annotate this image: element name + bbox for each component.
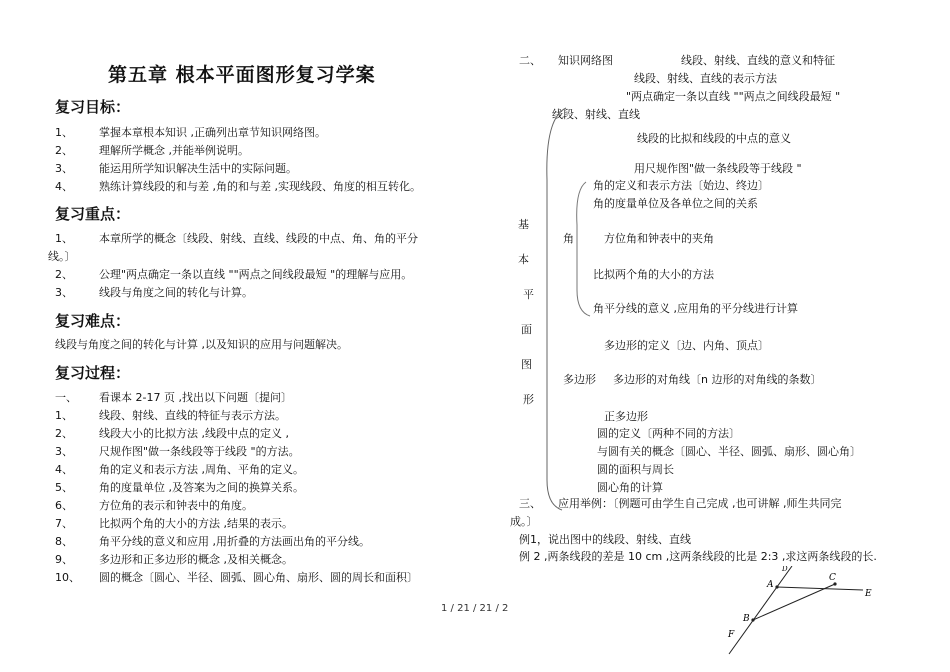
item-text: 比拟两个角的大小的方法 ,结果的表示。	[99, 517, 293, 530]
item-text: 角的定义和表示方法 ,周角、平角的定义。	[99, 463, 304, 476]
example-1: 例1，说出图中的线段、射线、直线	[519, 533, 691, 546]
item-text: 公理"两点确定一条以直线 ""两点之间线段最短 "的理解与应用。	[99, 268, 413, 281]
network-item: 圆的面积与周长	[597, 463, 674, 476]
item-number: 9、	[55, 553, 73, 566]
vertical-char: 平	[523, 288, 534, 301]
item-number: 2、	[55, 268, 73, 281]
network-item: 与圆有关的概念〔圆心、半径、圆弧、扇形、圆心角〕	[597, 445, 861, 458]
item-text: 本章所学的概念〔线段、射线、直线、线段的中点、角、角的平分	[99, 232, 418, 245]
keypoints-heading: 复习重点：	[55, 205, 131, 223]
keypoint-item-continued: 线。〕	[48, 250, 76, 263]
geometry-figure	[715, 566, 895, 666]
label-f: F	[728, 630, 735, 640]
item-number: 4、	[55, 180, 73, 193]
goals-heading: 复习目标：	[55, 98, 131, 116]
network-item: 角平分线的意义 ,应用角的平分线进行计算	[593, 302, 798, 315]
vertical-char: 本	[518, 253, 529, 266]
network-branch-angle: 角	[563, 232, 574, 245]
item-text: 理解所学概念 ,并能举例说明。	[99, 144, 249, 157]
line-fd	[729, 566, 792, 654]
network-item: 用尺规作图"做一条线段等于线段 "	[634, 162, 802, 175]
point-b	[751, 618, 754, 621]
network-item: 圆心角的计算	[597, 481, 663, 494]
line-bc	[753, 584, 835, 620]
example-2: 例 2 ,两条线段的差是 10 cm ,这两条线段的比是 2:3 ,求这两条线段的长.	[519, 550, 877, 563]
label-d: D	[782, 566, 788, 573]
item-number: 8、	[55, 535, 73, 548]
item-text: 圆的概念〔圆心、半径、圆弧、圆心角、扇形、圆的周长和面积〕	[99, 571, 418, 584]
network-item: 正多边形	[604, 410, 648, 423]
network-item: 线段、射线、直线的意义和特征	[681, 54, 835, 67]
page-title: 第五章 根本平面图形复习学案	[108, 64, 376, 86]
label-e: E	[865, 589, 872, 599]
network-item: 圆的定义〔两种不同的方法〕	[597, 427, 740, 440]
item-text: 看课本 2-17 页 ,找出以下问题〔提问〕	[99, 391, 292, 404]
item-text: 掌握本章根本知识 ,正确列出章节知识网络图。	[99, 126, 326, 139]
item-text: 能运用所学知识解决生活中的实际问题。	[99, 162, 297, 175]
network-item: 比拟两个角的大小的方法	[593, 268, 714, 281]
label-a: A	[767, 580, 774, 590]
network-item: 角的度量单位及各单位之间的关系	[593, 197, 758, 210]
item-number: 10、	[55, 571, 80, 584]
vertical-char: 形	[523, 393, 534, 406]
network-item: 方位角和钟表中的夹角	[604, 232, 714, 245]
item-text: 线段、射线、直线的特征与表示方法。	[99, 409, 286, 422]
item-text: 角平分线的意义和应用 ,用折叠的方法画出角的平分线。	[99, 535, 370, 548]
main-brace	[547, 108, 566, 510]
item-number: 3、	[55, 286, 73, 299]
item-text: 角的度量单位 ,及答案为之间的换算关系。	[99, 481, 304, 494]
difficulty-text: 线段与角度之间的转化与计算 ,以及知识的应用与问题解决。	[55, 338, 348, 351]
item-text: 方位角的表示和钟表中的角度。	[99, 499, 253, 512]
item-text: 线段与角度之间的转化与计算。	[99, 286, 253, 299]
network-item: "两点确定一条以直线 ""两点之间线段最短 "	[626, 90, 841, 103]
item-number: 6、	[55, 499, 73, 512]
angle-brace	[577, 182, 590, 316]
network-item: 多边形的对角线〔n 边形的对角线的条数〕	[613, 373, 822, 386]
application-number: 三、	[519, 497, 541, 510]
page-footer: 1 / 21 / 21 / 2	[441, 603, 509, 614]
application-line2: 成。〕	[510, 515, 538, 528]
item-text: 熟练计算线段的和与差 ,角的和与差 ,实现线段、角度的相互转化。	[99, 180, 421, 193]
item-text: 线段大小的比拟方法 ,线段中点的定义 ,	[99, 427, 289, 440]
item-number: 2、	[55, 427, 73, 440]
item-number: 7、	[55, 517, 73, 530]
line-ae	[777, 587, 863, 590]
item-number: 1、	[55, 409, 73, 422]
label-b: B	[743, 614, 750, 624]
item-number: 5、	[55, 481, 73, 494]
item-number: 一、	[55, 391, 77, 404]
item-number: 1、	[55, 232, 73, 245]
application-line1: 应用举例：〔例题可由学生自己完成 ,也可讲解 ,师生共同完	[558, 497, 842, 510]
vertical-char: 图	[521, 358, 532, 371]
network-item: 角的定义和表示方法〔始边、终边〕	[593, 179, 769, 192]
item-number: 4、	[55, 463, 73, 476]
difficulty-heading: 复习难点：	[55, 312, 131, 330]
vertical-char: 面	[521, 323, 532, 336]
item-text: 尺规作图"做一条线段等于线段 "的方法。	[99, 445, 300, 458]
network-item: 多边形的定义〔边、内角、顶点〕	[604, 339, 769, 352]
network-number: 二、	[519, 54, 541, 67]
item-text: 多边形和正多边形的概念 ,及相关概念。	[99, 553, 293, 566]
network-item: 线段、射线、直线的表示方法	[634, 72, 777, 85]
item-number: 1、	[55, 126, 73, 139]
item-number: 2、	[55, 144, 73, 157]
process-heading: 复习过程：	[55, 364, 131, 382]
point-a	[775, 585, 778, 588]
network-branch-line: 线段、射线、直线	[552, 108, 640, 121]
network-item: 线段的比拟和线段的中点的意义	[637, 132, 791, 145]
label-c: C	[829, 573, 836, 583]
network-title: 知识网络图	[558, 54, 613, 67]
item-number: 3、	[55, 162, 73, 175]
network-branch-polygon: 多边形	[563, 373, 596, 386]
vertical-char: 基	[518, 218, 529, 231]
item-number: 3、	[55, 445, 73, 458]
